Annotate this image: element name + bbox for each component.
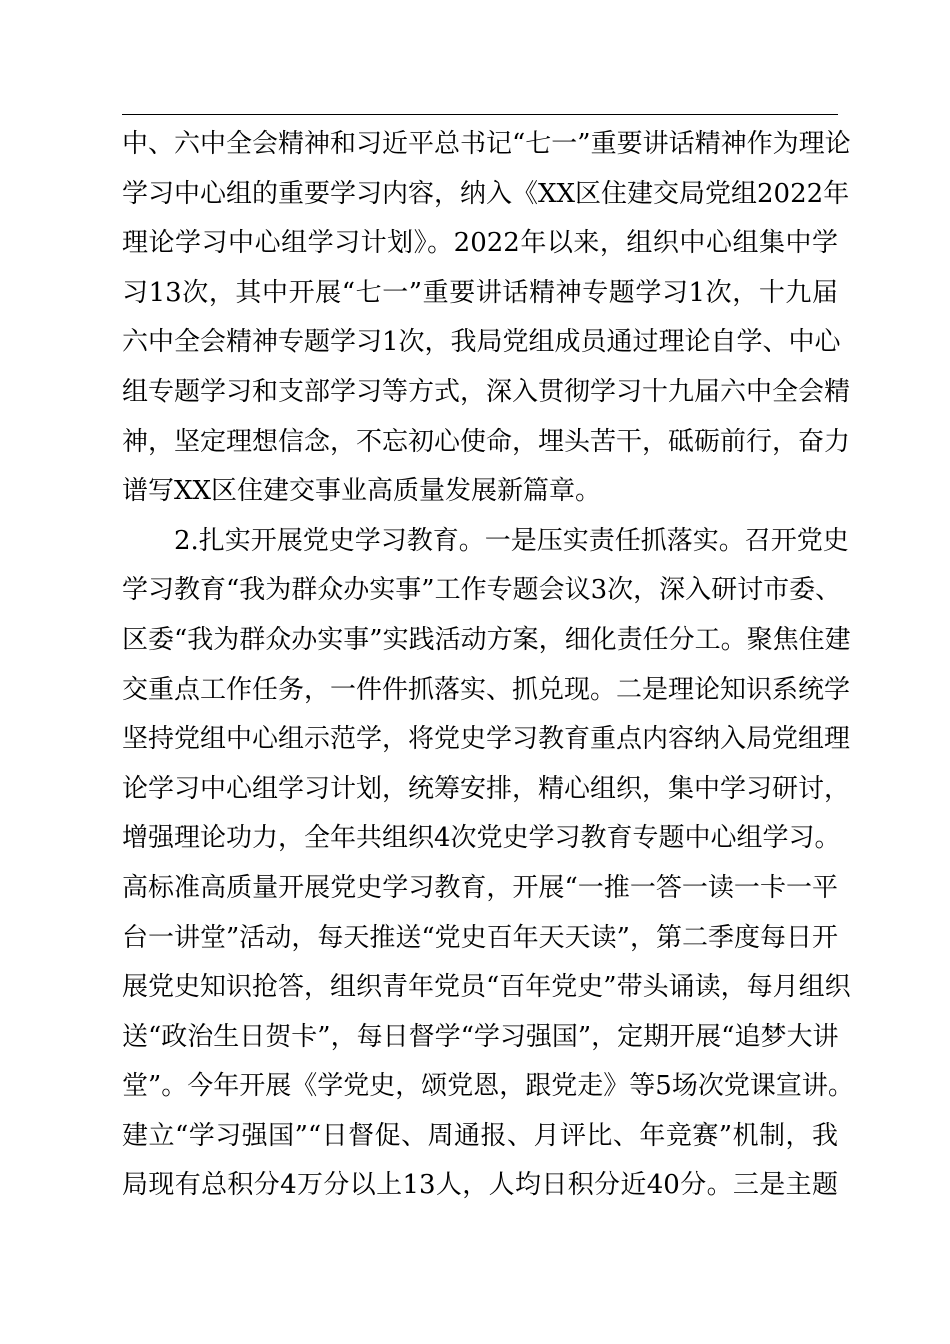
body-text xyxy=(122,120,862,1211)
text-line: 区委“我为群众办实事”实践活动方案，细化责任分工。聚焦住建 xyxy=(122,624,851,655)
text-line: 交重点工作任务，一件件抓落实、抓兑现。二是理论知识系统学 xyxy=(122,674,851,705)
text-line: 习13次，其中开展“七一”重要讲话精神专题学习1次，十九届 xyxy=(122,277,838,308)
paragraph-heading-line: 2.扎实开展党史学习教育。一是压实责任抓落实。召开党史 xyxy=(174,525,849,556)
text-line: 展党史知识抢答，组织青年党员“百年党史”带头诵读，每月组织 xyxy=(122,972,851,1003)
text-line: 送“政治生日贺卡”，每日督学“学习强国”，定期开展“追梦大讲 xyxy=(122,1021,839,1052)
text-line: 学习教育“我为群众办实事”工作专题会议3次，深入研讨市委、 xyxy=(122,575,842,606)
text-line: 六中全会精神专题学习1次，我局党组成员通过理论自学、中心 xyxy=(122,327,841,358)
text-line: 论学习中心组学习计划，统筹安排，精心组织，集中学习研讨， xyxy=(122,773,851,804)
text-line: 中、六中全会精神和习近平总书记“七一”重要讲话精神作为理论 xyxy=(122,129,851,159)
text-line: 高标准高质量开展党史学习教育，开展“一推一答一读一卡一平 xyxy=(122,872,838,903)
text-line: 建立“学习强国”“日督促、周通报、月评比、年竞赛”机制，我 xyxy=(122,1120,838,1151)
text-line: 神，坚定理想信念，不忘初心使命，埋头苦干，砥砺前行，奋力 xyxy=(122,426,851,457)
text-line: 谱写XX区住建交事业高质量发展新篇章。 xyxy=(122,476,602,507)
header-rule xyxy=(122,114,838,115)
text-line: 增强理论功力，全年共组织4次党史学习教育专题中心组学习。 xyxy=(122,823,841,854)
text-line: 台一讲堂”活动，每天推送“党史百年天天读”，第二季度每日开 xyxy=(122,922,838,953)
text-line: 学习中心组的重要学习内容，纳入《XX区住建交局党组2022年 xyxy=(122,178,850,209)
text-line: 堂”。今年开展《学党史，颂党恩，跟党走》等5场次党课宣讲。 xyxy=(122,1071,854,1102)
text-line: 局现有总积分4万分以上13人，人均日积分近40分。三是主题 xyxy=(122,1170,838,1201)
text-line: 坚持党组中心组示范学，将党史学习教育重点内容纳入局党组理 xyxy=(122,724,851,755)
text-line: 理论学习中心组学习计划》。2022年以来，组织中心组集中学 xyxy=(122,228,838,259)
text-line: 组专题学习和支部学习等方式，深入贯彻学习十九届六中全会精 xyxy=(122,376,851,407)
